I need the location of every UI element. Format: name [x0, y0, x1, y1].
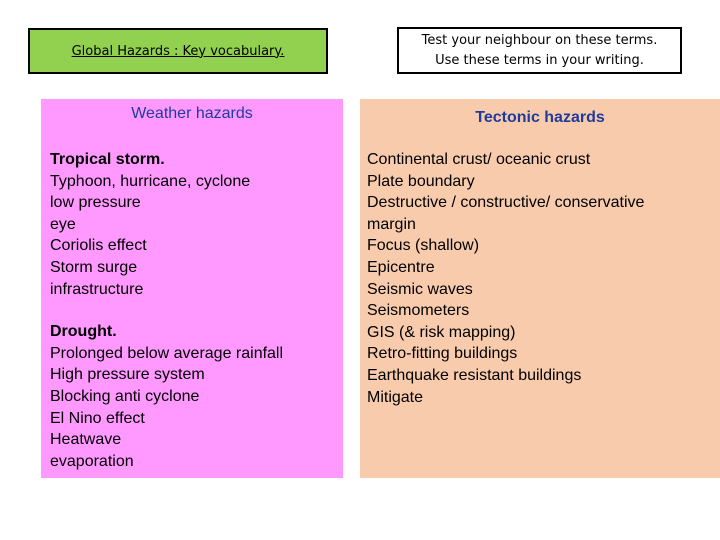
title-box — [28, 28, 328, 74]
list-item: infrastructure — [50, 280, 144, 298]
list-item: Earthquake resistant buildings — [367, 366, 582, 384]
list-item: evaporation — [50, 452, 134, 470]
list-item: margin — [367, 215, 416, 233]
list-item: Mitigate — [367, 388, 424, 406]
weather-hazards-heading: Weather hazards — [131, 105, 253, 122]
list-item: Blocking anti cyclone — [50, 387, 200, 405]
list-item: Focus (shallow) — [367, 237, 480, 255]
instruction-line-2: Use these terms in your writing. — [435, 53, 644, 68]
tectonic-hazards-heading: Tectonic hazards — [475, 109, 605, 126]
list-item: Seismic waves — [367, 280, 473, 298]
drought-list — [50, 321, 343, 472]
list-item: GIS (& risk mapping) — [367, 323, 516, 341]
page-title: Global Hazards : Key vocabulary. — [71, 43, 285, 59]
list-item: Seismometers — [367, 302, 470, 320]
list-item: Prolonged below average rainfall — [50, 344, 284, 362]
list-item: Retro-fitting buildings — [367, 345, 518, 363]
list-item: Storm surge — [50, 258, 138, 276]
list-item: Epicentre — [367, 258, 435, 276]
drought-heading: Drought. — [50, 323, 117, 341]
tectonic-terms-list — [367, 149, 720, 408]
list-item: Continental crust/ oceanic crust — [367, 151, 591, 168]
list-item: High pressure system — [50, 366, 205, 384]
list-item: low pressure — [50, 194, 141, 212]
list-item: Plate boundary — [367, 172, 475, 190]
list-item: Destructive / constructive/ conservative — [367, 194, 645, 212]
list-item: Coriolis effect — [50, 237, 147, 255]
instruction-line-1: Test your neighbour on these terms. — [421, 33, 658, 48]
instruction-box — [397, 27, 682, 74]
list-item: Heatwave — [50, 431, 122, 449]
list-item: eye — [50, 215, 76, 233]
weather-hazards-panel — [41, 99, 343, 478]
tropical-storm-heading: Tropical storm. — [50, 151, 165, 168]
list-item: El Nino effect — [50, 409, 145, 427]
tectonic-hazards-panel — [360, 99, 720, 478]
tropical-storm-list — [50, 149, 343, 300]
list-item: Typhoon, hurricane, cyclone — [50, 172, 251, 190]
